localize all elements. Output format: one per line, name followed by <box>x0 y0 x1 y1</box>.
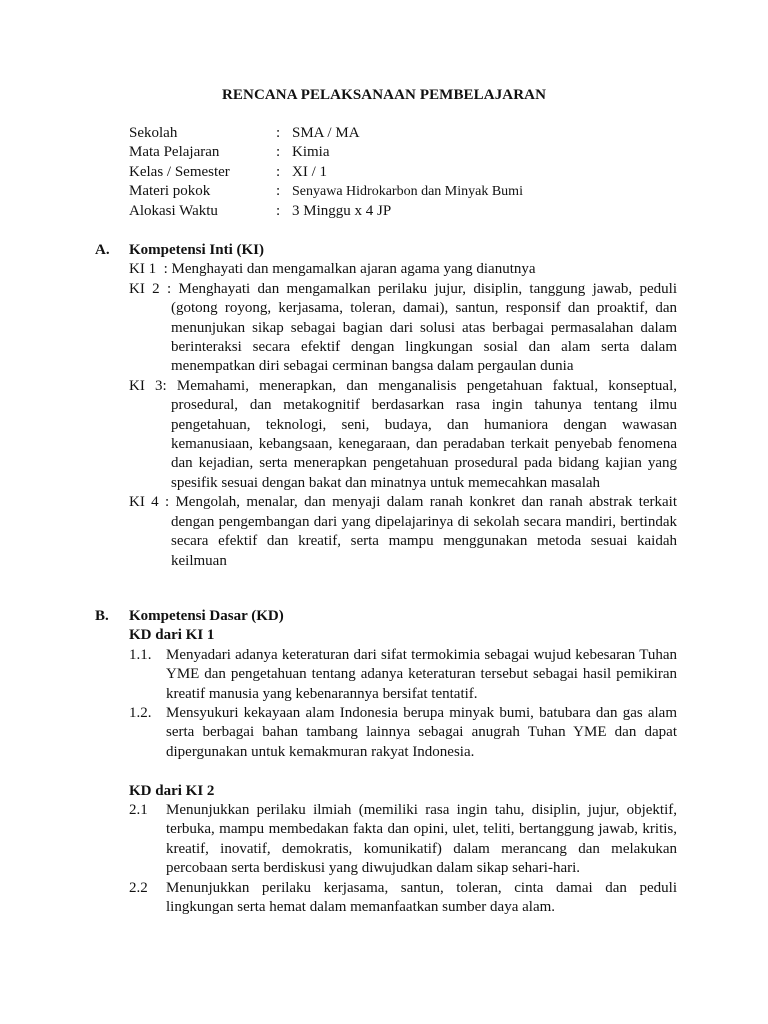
ki-continuation: prosedural, dan metakognitif berdasarkan rasa ingin tahunya tentang ilmu pengetahuan, teknologi, seni, budaya, dan humaniora dengan wawasan kemanusiaan, kebangsaan, kenegaraan, dan peradaban terkait penyebab fenomena dan kejadian, serta menerapkan pengetahuan prosedural pada bidang kajian yang spesifik sesuai dengan bakat dan minatnya untuk memecahkan masalah <box>171 397 677 491</box>
kd-number: 2.2 <box>129 879 148 896</box>
section-b <box>95 607 677 917</box>
ki-first-line <box>129 493 677 512</box>
section-body <box>129 241 677 571</box>
ki-text: Memahami, menerapkan, dan menganalisis pengetahuan faktual, konseptual, <box>176 377 678 394</box>
section-letter: A. <box>95 242 110 258</box>
ki-first-line <box>129 377 677 396</box>
section-a <box>95 241 677 571</box>
identity-label: Kelas / Semester <box>129 163 230 180</box>
identity-colon: : <box>276 144 281 161</box>
identity-label: Materi pokok <box>129 183 211 200</box>
kd-item <box>129 879 677 918</box>
spacer <box>129 762 677 781</box>
identity-value: Senyawa Hidrokarbon dan Minyak Bumi <box>292 184 523 200</box>
ki-text: Menghayati dan mengamalkan perilaku jujur, disiplin, tanggung jawab, peduli <box>178 280 678 297</box>
kd-item <box>129 801 677 879</box>
ki-separator: : <box>156 261 172 278</box>
kd-text: Mensyukuri kekayaan alam Indonesia berupa minyak bumi, batubara dan gas alam serta berbagai bahan tambang lainnya sebagai anugrah Tuhan YME dan dapat dipergunakan untuk kemakmuran rakyat Indonesia. <box>166 705 677 760</box>
section-body <box>129 607 677 917</box>
identity-value: SMA / MA <box>292 125 360 141</box>
identity-row-topic <box>129 182 689 201</box>
kd-text: Menunjukkan perilaku ilmiah (memiliki rasa ingin tahu, disiplin, jujur, objektif, terbuka, mampu membedakan fakta dan opini, ulet, teliti, bertanggung jawab, kritis, kreatif, inovatif, demokratis, komunikatif) dalam merancang dan melakukan percobaan serta berdiskusi yang diwujudkan dalam sikap sehari-hari. <box>166 802 677 877</box>
identity-row-class <box>129 163 689 182</box>
ki-continuation: (gotong royong, kerjasama, toleran, damai), santun, responsif dan proaktif, dan menunjukan sikap sebagai bagian dari solusi atas berbagai permasalahan dalam berinteraksi secara efektif dengan lingkungan sosial dan alam serta dalam menempatkan diri sebagai cerminan bangsa dalam pergaulan dunia <box>171 300 677 375</box>
kd-number: 1.1. <box>129 646 152 663</box>
ki-prefix: KI 3 <box>129 377 163 394</box>
ki-item <box>129 377 677 493</box>
identity-value: XI / 1 <box>292 163 327 180</box>
identity-label: Mata Pelajaran <box>129 144 220 161</box>
ki-prefix: KI 2 <box>129 280 160 297</box>
kd-item <box>129 704 677 762</box>
identity-row-school <box>129 124 689 143</box>
identity-row-subject <box>129 143 689 162</box>
ki-prefix: KI 1 <box>129 261 157 278</box>
identity-value: 3 Minggu x 4 JP <box>292 202 392 219</box>
kd-text: Menunjukkan perilaku kerjasama, santun, toleran, cinta damai dan peduli lingkungan serta hemat dalam memanfaatkan sumber daya alam. <box>166 879 677 916</box>
ki-separator: : <box>162 377 177 394</box>
ki-item <box>129 260 677 279</box>
ki-text: Menghayati dan mengamalkan ajaran agama yang dianutnya <box>171 261 536 278</box>
document-title: RENCANA PELAKSANAAN PEMBELAJARAN <box>221 87 547 103</box>
ki-item <box>129 280 677 377</box>
section-letter: B. <box>95 608 109 624</box>
section-title: Kompetensi Dasar (KD) <box>129 608 284 624</box>
identity-colon: : <box>276 202 281 219</box>
section-title: Kompetensi Inti (KI) <box>129 242 264 258</box>
ki-prefix: KI 4 <box>129 494 159 511</box>
kd-number: 2.1 <box>129 802 148 819</box>
identity-label: Sekolah <box>129 125 178 141</box>
kd-number: 1.2. <box>129 705 152 722</box>
identity-label: Alokasi Waktu <box>129 202 218 219</box>
kd-text: Menyadari adanya keteraturan dari sifat termokimia sebagai wujud kebesaran Tuhan YME dan pengetahuan tentang adanya keteraturan tersebut sebagai hasil pemikiran kreatif manusia yang kebenarannya bersifat tentatif. <box>166 646 677 702</box>
identity-colon: : <box>276 183 281 200</box>
identity-colon: : <box>276 125 281 141</box>
ki-item <box>129 493 677 571</box>
ki-text: Mengolah, menalar, dan menyaji dalam ranah konkret dan ranah abstrak terkait <box>175 494 678 511</box>
ki-continuation: dengan pengembangan dari yang dipelajarinya di sekolah secara mandiri, bertindak secara efektif dan kreatif, serta mampu menggunakan metoda sesuai kaidah keilmuan <box>171 513 677 569</box>
ki-separator: : <box>159 280 179 297</box>
kd-group-heading: KD dari KI 1 <box>129 627 215 644</box>
kd-item <box>129 646 677 704</box>
identity-value: Kimia <box>292 144 330 161</box>
identity-table <box>129 124 689 221</box>
identity-colon: : <box>276 163 281 180</box>
identity-row-time <box>129 202 689 221</box>
ki-separator: : <box>158 494 176 511</box>
kd-group-heading: KD dari KI 2 <box>129 782 215 799</box>
ki-first-line <box>129 280 677 299</box>
ki-first-line <box>129 260 677 279</box>
